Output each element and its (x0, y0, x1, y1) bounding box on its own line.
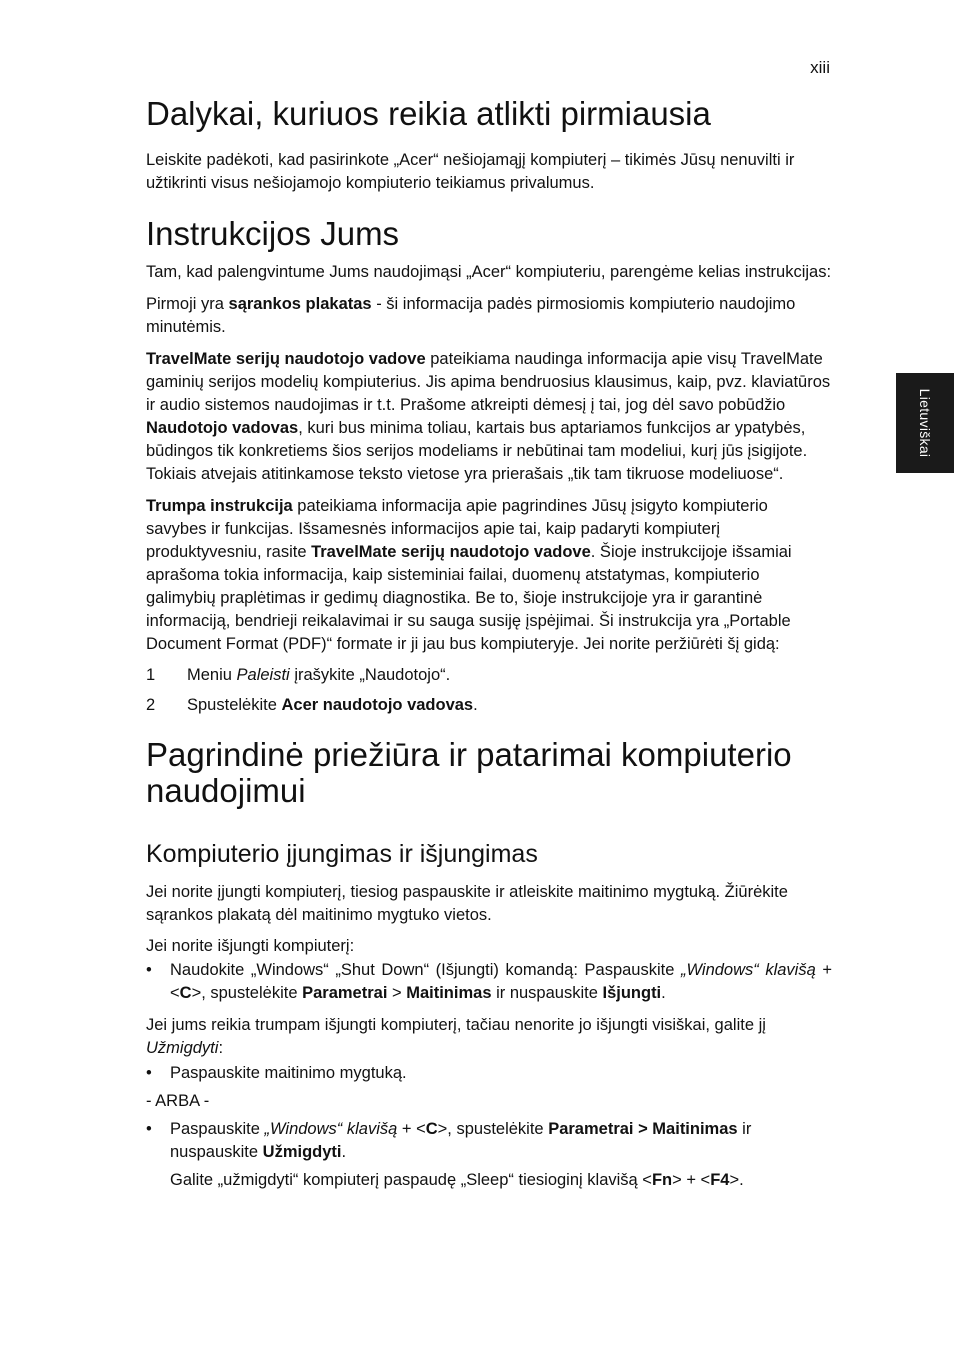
power-off-paragraph: Jei norite išjungti kompiuterį: (146, 937, 355, 955)
step-number: 2 (146, 696, 156, 714)
text: C (179, 984, 192, 1002)
text: > + < (672, 1171, 711, 1189)
text: Parametrai > Maitinimas (548, 1120, 738, 1138)
text: >, spustelėkite (437, 1120, 549, 1138)
text: Išjungti (602, 984, 662, 1002)
text: + < (170, 961, 832, 1002)
text: Spustelėkite (187, 696, 282, 714)
text: Jei jums reikia trumpam išjungti kompiuterį, tačiau nenorite jo išjungti visiškai, galite jį (146, 1016, 766, 1034)
text: > (387, 984, 407, 1002)
list-item (146, 1118, 832, 1164)
text: : (218, 1039, 224, 1057)
sleep-list (146, 1062, 832, 1085)
quick-guide-term: Trumpa instrukcija (146, 497, 293, 515)
language-tab-label: Lietuviškai (917, 388, 933, 458)
user-guide-term: TravelMate serijų naudotojo vadove (146, 350, 426, 368)
text: . (341, 1143, 347, 1161)
bullet: • (146, 1120, 152, 1138)
text: >. (729, 1171, 744, 1189)
section-title-guides: Instrukcijos Jums (146, 215, 400, 252)
text: pateikiama naudinga informacija apie visų TravelMate gaminių serijos modelių kompiuterius. Jis apima bendruosius klausimus, kaip, pvz. klaviatūros ir audio sistemos naudojimas ir t.t. Prašome atkreipti dėmesį į tai, jog dėl savo pobūdžio (146, 350, 831, 414)
text: >, spustelėkite (191, 984, 303, 1002)
section-title-first-things: Dalykai, kuriuos reikia atlikti pirmiausia (146, 95, 711, 132)
steps-list (146, 664, 832, 717)
user-guide-term-3: TravelMate serijų naudotojo vadove (311, 543, 591, 561)
sleep-list-2 (146, 1118, 832, 1164)
shutdown-list (146, 959, 832, 1005)
language-tab (896, 373, 954, 473)
list-item (146, 664, 832, 687)
text: - ši informacija padės pirmosiomis kompiuterio naudojimo minutėmis. (146, 295, 796, 336)
text: . (661, 984, 666, 1002)
sleep-hotkey-paragraph (146, 1169, 832, 1192)
text: Paspauskite maitinimo mygtuką. (170, 1064, 407, 1082)
text: , kuri bus minima toliau, kartais bus aptariamos funkcijos ar ypatybės, būdingos tik konkretiems šios serijos modeliams ir nebūtinai tam modeliui, kurį jūs įsigijote. Tokiais atvejais atitinkamose teksto vietose yra prierašais „tik tam tikruose modeliuose“. (146, 419, 808, 483)
sleep-paragraph (146, 1014, 832, 1060)
text: Paspauskite (170, 1120, 265, 1138)
intro-paragraph: Leiskite padėkoti, kad pasirinkote „Acer“ nešiojamąjį kompiuterį – tikimės Jūsų nenuvilti ir užtikrinti visus nešiojamojo kompiuterio teikiamus privalumus. (146, 151, 795, 192)
text: . (473, 696, 478, 714)
text: ir nuspauskite (491, 984, 603, 1002)
text: „Windows“ klavišą (264, 1120, 398, 1138)
list-item (146, 1062, 832, 1085)
text: F4 (710, 1171, 730, 1189)
text: pateikiama informacija apie pagrindines Jūsų įsigyto kompiuterio savybes ir funkcijas. Išsamesnės informacijos apie tai, kaip padaryti kompiuterį produktyvesniu, rasite (146, 497, 768, 561)
setup-poster-term: sąrankos plakatas (228, 295, 372, 313)
text: . Šioje instrukcijoje išsamiai aprašoma tokia informacija, kaip sisteminiai failai, duomenų atstatymas, kompiuterio galimybių praplėtimas ir gedimų diagnostika. Be to, šioje instrukcijoje yra ir garantinė informaciją, bendrieji reikalavimai ir su sauga susiję įspėjimai. Ši instrukcija yra „Portable Document Format (PDF)“ formate ir ji jau bus kompiuteryje. Jei norite peržiūrėti šį gidą: (146, 543, 792, 653)
text: + < (397, 1120, 426, 1138)
page-number: xiii (810, 58, 830, 77)
or-separator: - ARBA - (146, 1092, 210, 1110)
text: Galite „užmigdyti“ kompiuterį paspaudę „Sleep“ tiesioginį klavišą < (170, 1171, 652, 1189)
user-guide-paragraph (146, 348, 832, 486)
page-content (146, 96, 832, 1192)
text: Pirmoji yra (146, 295, 229, 313)
text: Maitinimas (406, 984, 492, 1002)
text: Parametrai (302, 984, 388, 1002)
text: Fn (651, 1171, 673, 1189)
power-on-paragraph: Jei norite įjungti kompiuterį, tiesiog paspauskite ir atleiskite maitinimo mygtuką. Žiūrėkite sąrankos plakatą dėl maitinimo mygtuko vietos. (146, 883, 788, 924)
list-item (146, 959, 832, 1005)
setup-poster-paragraph (146, 293, 832, 339)
text: Užmigdyti (146, 1039, 219, 1057)
text: Meniu (187, 666, 237, 684)
quick-guide-paragraph (146, 495, 832, 656)
text: ir nuspauskite (170, 1120, 752, 1161)
text: Naudokite „Windows“ „Shut Down“ (Išjungti) komandą: Paspauskite (170, 961, 681, 979)
text: Acer naudotojo vadovas (281, 696, 474, 714)
text: Užmigdyti (262, 1143, 342, 1161)
user-guide-term-2: Naudotojo vadovas (146, 419, 299, 437)
text: „Windows“ klavišą (680, 961, 816, 979)
bullet: • (146, 1064, 152, 1082)
subsection-title-power: Kompiuterio įjungimas ir išjungimas (146, 840, 538, 868)
section-title-basic-care: Pagrindinė priežiūra ir patarimai kompiuterio naudojimui (146, 736, 792, 809)
step-number: 1 (146, 666, 156, 684)
guides-intro: Tam, kad palengvintume Jums naudojimąsi „Acer“ kompiuteriu, parengėme kelias instrukcijas: (146, 263, 832, 281)
bullet: • (146, 961, 152, 979)
list-item (146, 694, 832, 717)
text: Paleisti (236, 666, 290, 684)
text: C (425, 1120, 438, 1138)
text: įrašykite „Naudotojo“. (289, 666, 451, 684)
